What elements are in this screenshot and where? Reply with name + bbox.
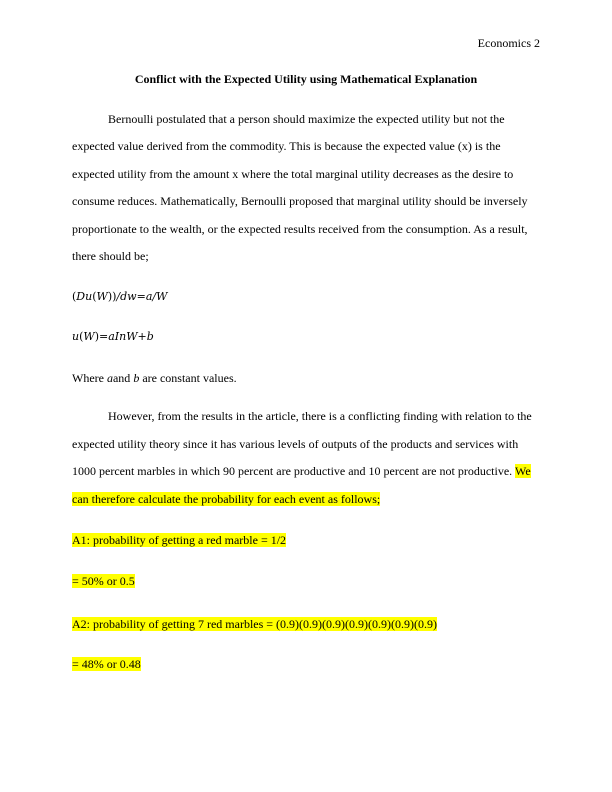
paragraph1-line1: Bernoulli postulated that a person should maximize the expected utility but not the (108, 112, 505, 126)
paragraph1-line5: proportionate to the wealth, or the expected results received from the consumption. As a result, (72, 222, 528, 236)
equation-utility-function: u(W)=aInW+b (72, 330, 154, 343)
paragraph1-line6: there should be; (72, 249, 149, 263)
running-header: Economics 2 (477, 36, 540, 50)
paragraph2-line2: expected utility theory since it has various levels of outputs of the products and services with (72, 437, 519, 451)
highlighted-text: We (514, 464, 531, 478)
calculation-a1: A1: probability of getting a red marble = 1/2 (72, 533, 287, 547)
document-title: Conflict with the Expected Utility using Mathematical Explanation (134, 72, 478, 86)
calculation-a2: A2: probability of getting 7 red marbles = (0.9)(0.9)(0.9)(0.9)(0.9)(0.9)(0.9) (72, 617, 438, 631)
constants-description: Where aand b are constant values. (72, 371, 237, 385)
paragraph2-line4 (72, 492, 380, 506)
paragraph2-line1: However, from the results in the article, there is a conflicting finding with relation to the (108, 409, 532, 423)
paragraph1-line2: expected value derived from the commodity. This is because the expected value (x) is the (72, 139, 501, 153)
paragraph2-line3: 1000 percent marbles in which 90 percent are productive and 10 percent are not productive. We (72, 464, 531, 478)
calculation-a1-result: = 50% or 0.5 (72, 574, 135, 588)
paragraph1-line4: consume reduces. Mathematically, Bernoulli proposed that marginal utility should be inversely (72, 194, 528, 208)
highlighted-text: can therefore calculate the probability for each event as follows; (72, 492, 381, 506)
equation-marginal-utility: (Du(W))/dw=a/W (72, 290, 168, 303)
paragraph1-line3: expected utility from the amount x where the total marginal utility decreases as the desire to (72, 167, 514, 181)
calculation-a2-result: = 48% or 0.48 (72, 657, 141, 671)
